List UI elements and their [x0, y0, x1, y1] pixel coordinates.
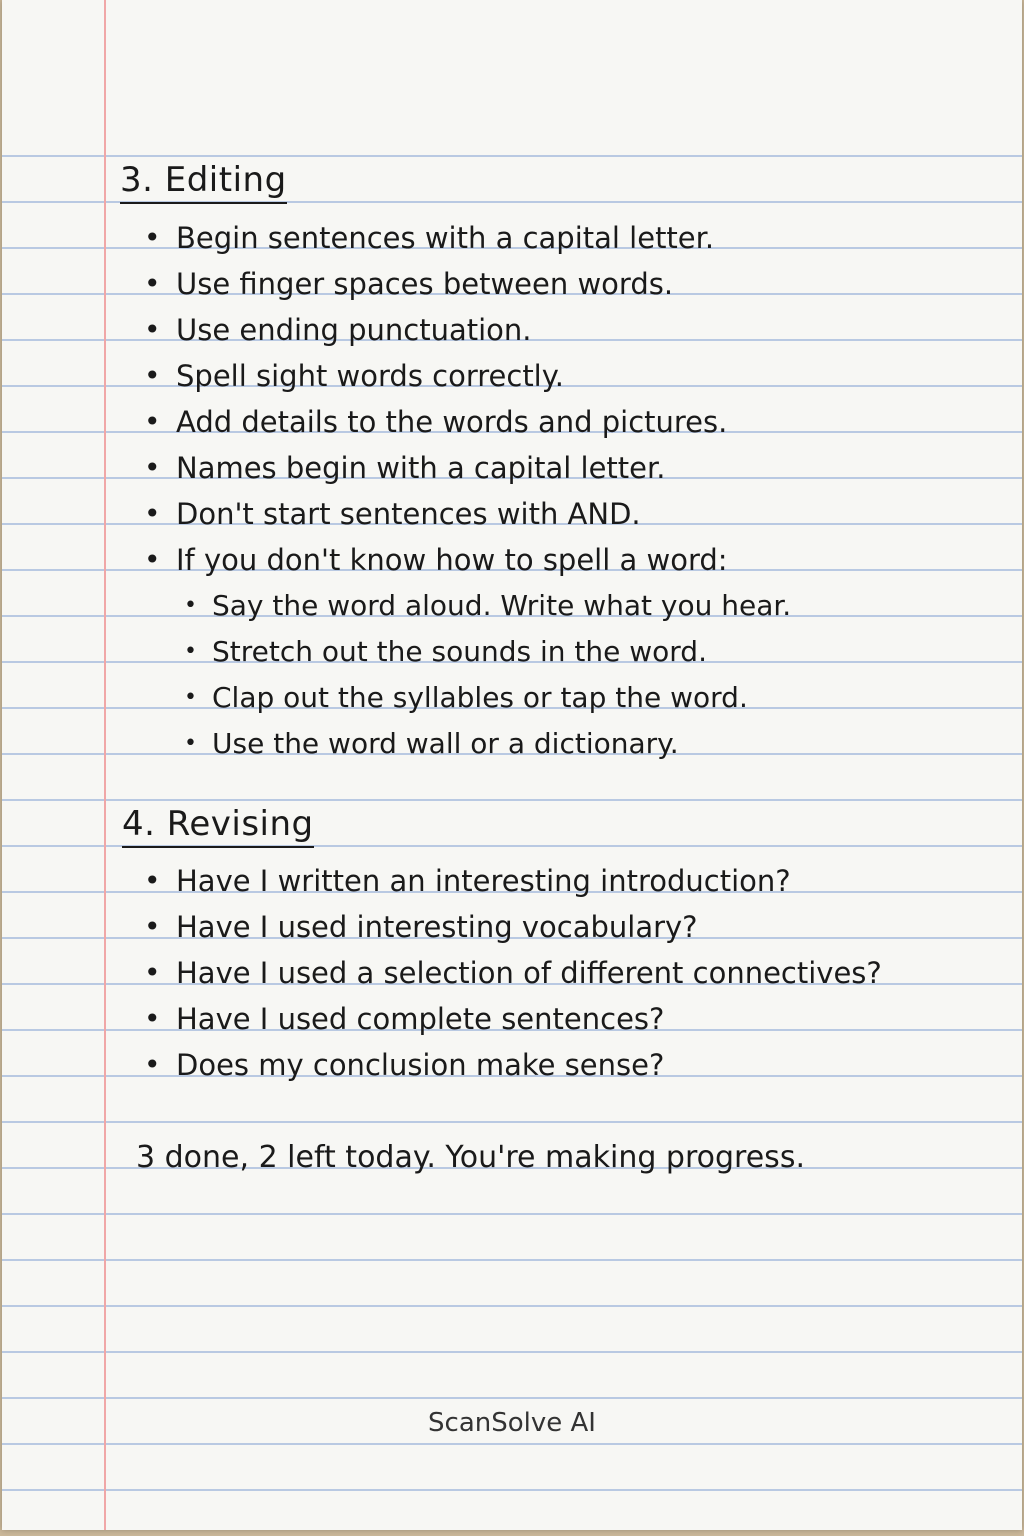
list-item: [142, 491, 791, 537]
bullet-icon: •: [184, 731, 197, 756]
list-item: [142, 399, 791, 445]
bullet-icon: •: [144, 543, 161, 576]
bullet-icon: •: [144, 221, 161, 254]
bullet-icon: •: [144, 864, 161, 897]
list-item-text: Use ending punctuation.: [176, 313, 532, 347]
bullet-icon: •: [144, 267, 161, 300]
notebook-paper: [2, 0, 1022, 1530]
list-item: [142, 261, 791, 307]
bullet-icon: •: [144, 1048, 161, 1081]
list-item-text: Have I used a selection of different connectives?: [176, 956, 882, 990]
sub-list-item: [142, 629, 791, 675]
list-item-text: Say the word aloud. Write what you hear.: [212, 589, 792, 622]
list-item: [142, 996, 882, 1042]
bullet-icon: •: [184, 685, 197, 710]
list-item: [142, 215, 791, 261]
footer-watermark: ScanSolve AI: [428, 1408, 596, 1438]
editing-checklist: [142, 215, 791, 767]
sub-list-item: [142, 675, 791, 721]
list-item: [142, 904, 882, 950]
list-item: [142, 537, 791, 583]
bullet-icon: •: [144, 405, 161, 438]
bullet-icon: •: [144, 313, 161, 346]
bullet-icon: •: [144, 1002, 161, 1035]
revising-checklist: [142, 858, 882, 1088]
margin-line: [104, 0, 106, 1530]
list-item-text: Use finger spaces between words.: [176, 267, 674, 301]
list-item-text: Have I used interesting vocabulary?: [176, 910, 698, 944]
list-item-text: Don't start sentences with AND.: [176, 497, 641, 531]
list-item-text: Have I used complete sentences?: [176, 1002, 665, 1036]
list-item-text: Add details to the words and pictures.: [176, 405, 728, 439]
list-item-text: If you don't know how to spell a word:: [176, 543, 728, 577]
bullet-icon: •: [144, 910, 161, 943]
bullet-icon: •: [184, 593, 197, 618]
sub-list-item: [142, 721, 791, 767]
list-item-text: Use the word wall or a dictionary.: [212, 727, 679, 760]
list-item-text: Stretch out the sounds in the word.: [212, 635, 707, 668]
list-item-text: Does my conclusion make sense?: [176, 1048, 665, 1082]
bullet-icon: •: [144, 359, 161, 392]
section-title-revising: 4. Revising: [122, 804, 314, 848]
list-item: [142, 445, 791, 491]
list-item-text: Have I written an interesting introduction?: [176, 864, 791, 898]
list-item: [142, 950, 882, 996]
bullet-icon: •: [184, 639, 197, 664]
bullet-icon: •: [144, 956, 161, 989]
section-title-editing: 3. Editing: [120, 160, 287, 204]
list-item-text: Names begin with a capital letter.: [176, 451, 666, 485]
list-item: [142, 307, 791, 353]
bullet-icon: •: [144, 497, 161, 530]
sub-list-item: [142, 583, 791, 629]
list-item-text: Begin sentences with a capital letter.: [176, 221, 715, 255]
list-item-text: Spell sight words correctly.: [176, 359, 564, 393]
bullet-icon: •: [144, 451, 161, 484]
list-item: [142, 353, 791, 399]
list-item: [142, 1042, 882, 1088]
progress-note: 3 done, 2 left today. You're making progress.: [136, 1140, 805, 1175]
list-item: [142, 858, 882, 904]
list-item-text: Clap out the syllables or tap the word.: [212, 681, 748, 714]
